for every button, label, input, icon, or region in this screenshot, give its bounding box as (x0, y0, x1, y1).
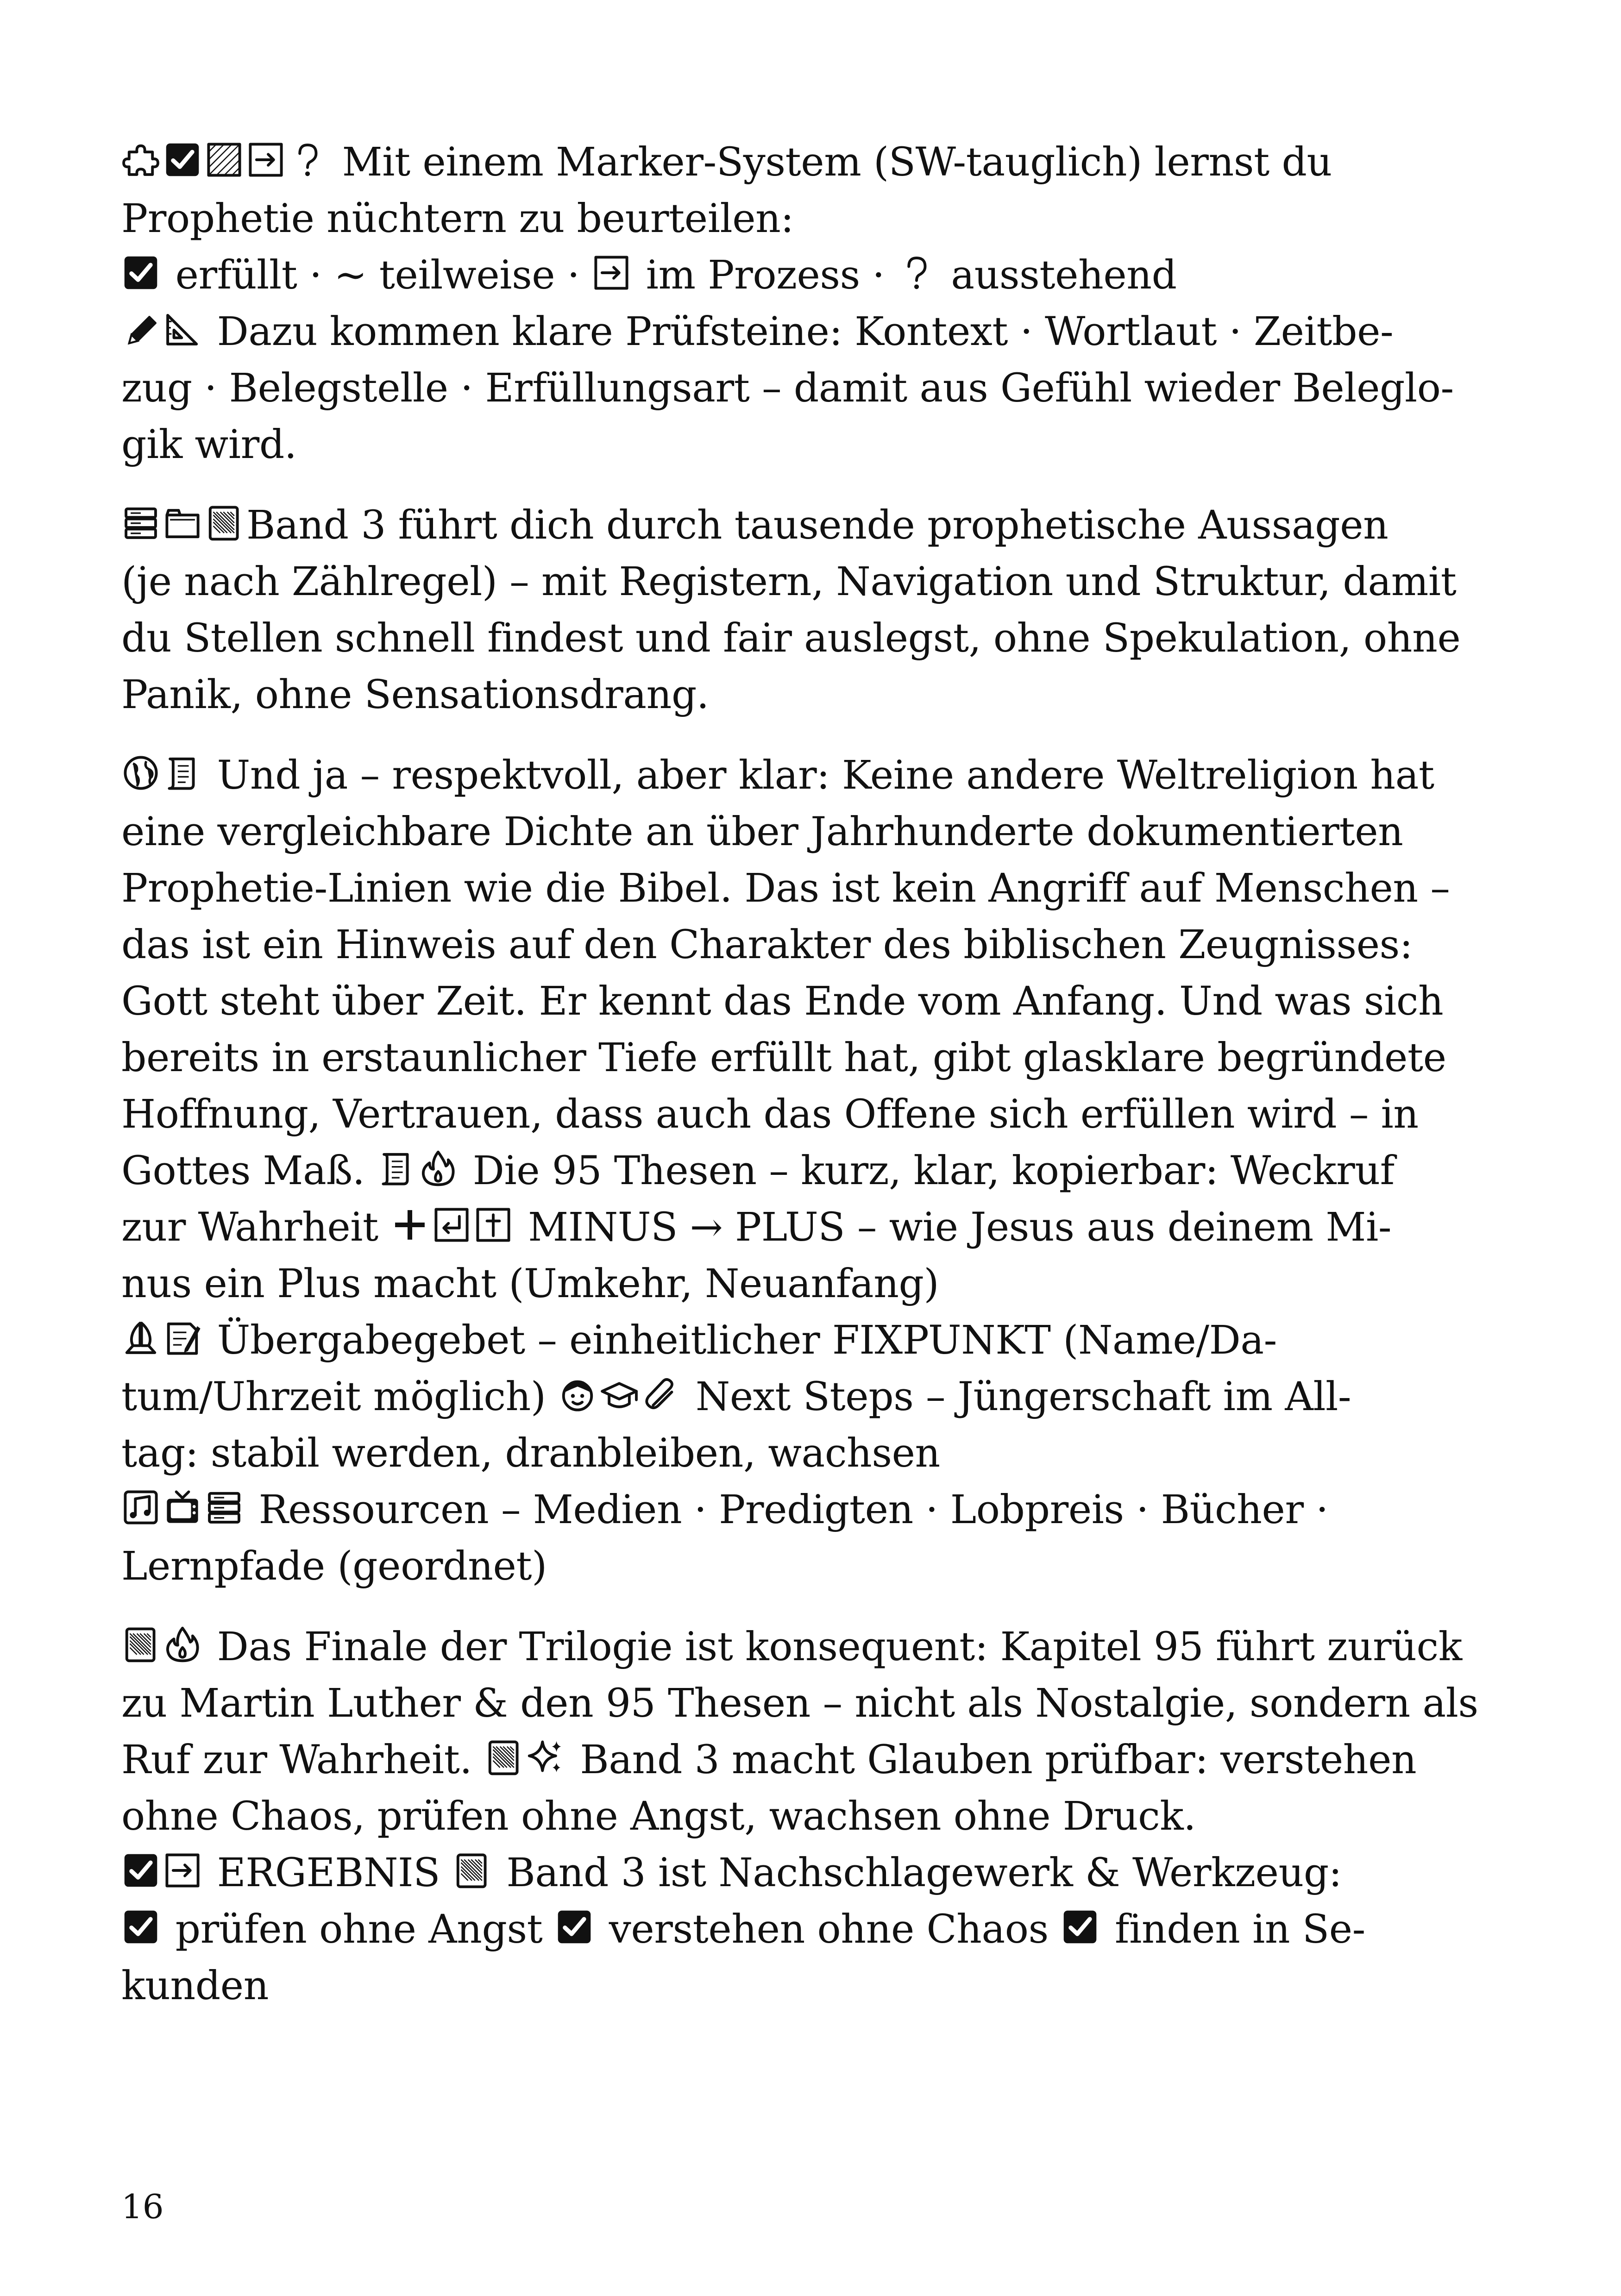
body-text (121, 134, 1478, 2014)
scroll-icon (163, 753, 202, 792)
line-text: verstehen ohne Chaos (609, 1907, 1049, 1952)
line-text: ausstehend (951, 252, 1177, 298)
book-icon (452, 1851, 491, 1890)
question-icon (897, 253, 936, 292)
text-line (121, 1317, 1277, 1363)
book-icon (121, 1625, 160, 1664)
line-text: nus ein Plus macht (Umkehr, Neuanfang) (121, 1261, 939, 1307)
text-line (121, 1681, 1478, 1726)
text-line (121, 139, 1332, 185)
text-line (121, 196, 794, 242)
praying-hands-icon (121, 1318, 160, 1357)
line-text: Mit einem Marker-System (SW-tauglich) lernst du (342, 139, 1332, 185)
set-square-icon (163, 310, 202, 349)
text-line (121, 502, 1388, 548)
plus-icon (390, 1205, 429, 1244)
puzzle-icon (121, 140, 160, 179)
line-text: ohne Chaos, prüfen ohne Angst, wachsen ohne Druck. (121, 1794, 1196, 1839)
line-text: tum/Uhrzeit möglich) (121, 1374, 546, 1420)
paragraph-weltreligion (121, 747, 1450, 1595)
paragraph-band-3 (121, 497, 1461, 723)
text-line (121, 1543, 547, 1589)
text-line (121, 922, 1413, 968)
arrow-box-icon (592, 253, 631, 292)
paperclip-icon (641, 1375, 680, 1414)
line-text: zur Wahrheit (121, 1204, 378, 1250)
line-text: zu Martin Luther & den 95 Thesen – nicht als Nostalgie, sondern als (121, 1681, 1478, 1726)
text-line (121, 1204, 1391, 1250)
line-text: Prophetie-Linien wie die Bibel. Das ist kein Angriff auf Menschen – (121, 866, 1450, 911)
text-line (121, 979, 1443, 1024)
check-icon (1061, 1907, 1100, 1946)
line-text: Und ja – respektvoll, aber klar: Keine andere Weltreligion hat (217, 753, 1434, 798)
tv-icon (163, 1488, 202, 1527)
check-icon (555, 1907, 594, 1946)
page-number: 16 (121, 2187, 164, 2226)
check-icon (163, 140, 202, 179)
music-icon (121, 1488, 160, 1527)
text-line (121, 1850, 1342, 1896)
text-line (121, 422, 297, 468)
text-line (121, 1487, 1328, 1533)
text-line (121, 672, 709, 718)
text-line (121, 252, 1177, 298)
line-text: du Stellen schnell findest und fair auslegst, ohne Spekulation, ohne (121, 615, 1461, 661)
text-line (121, 1624, 1462, 1670)
return-icon (432, 1205, 471, 1244)
text-line (121, 1148, 1395, 1194)
flame-icon (419, 1149, 458, 1188)
text-line (121, 753, 1434, 798)
arrow-box-icon (163, 1851, 202, 1890)
question-icon (288, 140, 327, 179)
line-text: gik wird. (121, 422, 297, 468)
text-line (121, 1430, 940, 1476)
line-text: kunden (121, 1963, 269, 2009)
pencil-icon (121, 310, 160, 349)
globe-icon (121, 753, 160, 792)
line-text: prüfen ohne Angst (175, 1907, 543, 1952)
face-icon (558, 1375, 597, 1414)
line-text: finden in Se- (1115, 1907, 1365, 1952)
line-text: eine vergleichbare Dichte an über Jahrhunderte dokumentierten (121, 809, 1403, 855)
line-text: Das Finale der Trilogie ist konsequent: Kapitel 95 führt zurück (217, 1624, 1462, 1670)
check-icon (121, 253, 160, 292)
text-line (121, 1794, 1196, 1839)
line-text: Band 3 führt dich durch tausende prophetische Aussagen (246, 502, 1389, 548)
sparkles-icon (526, 1738, 565, 1777)
line-text: Gott steht über Zeit. Er kennt das Ende vom Anfang. Und was sich (121, 979, 1444, 1024)
check-icon (121, 1851, 160, 1890)
line-text: Band 3 macht Glauben prüfbar: verstehen (580, 1737, 1417, 1783)
graduation-cap-icon (600, 1375, 639, 1414)
line-text: Hoffnung, Vertrauen, dass auch das Offene sich erfüllen wird – in (121, 1092, 1419, 1137)
text-line (121, 365, 1454, 411)
line-text: tag: stabil werden, dranbleiben, wachsen (121, 1430, 940, 1476)
line-text: Panik, ohne Sensationsdrang. (121, 672, 709, 718)
line-text: Lernpfade (geordnet) (121, 1543, 547, 1589)
line-text: Gottes Maß. (121, 1148, 365, 1194)
line-text: im Prozess · (646, 252, 885, 298)
line-text: Band 3 ist Nachschlagewerk & Werkzeug: (506, 1850, 1342, 1896)
text-line (121, 809, 1403, 855)
line-text: Next Steps – Jüngerschaft im All- (695, 1374, 1351, 1420)
line-text: bereits in erstaunlicher Tiefe erfüllt hat, gibt glasklare begründete (121, 1035, 1446, 1081)
line-text: zug · Belegstelle · Erfüllungsart – damit aus Gefühl wieder Beleglo- (121, 365, 1454, 411)
line-text: Ressourcen – Medien · Predigten · Lobpreis · Bücher · (258, 1487, 1328, 1533)
hatched-box-icon (205, 140, 244, 179)
check-icon (121, 1907, 160, 1946)
memo-icon (163, 1318, 202, 1357)
book-icon (484, 1738, 523, 1777)
text-line (121, 1035, 1446, 1081)
text-line (121, 309, 1393, 355)
paragraph-marker-system (121, 134, 1454, 473)
card-index-icon (121, 503, 160, 542)
line-text: MINUS → PLUS – wie Jesus aus deinem Mi- (528, 1204, 1392, 1250)
card-index-icon (205, 1488, 244, 1527)
line-text: Ruf zur Wahrheit. (121, 1737, 472, 1783)
line-text: Übergabegebet – einheitlicher FIXPUNKT (Name/Da- (217, 1317, 1277, 1363)
text-line (121, 866, 1450, 911)
scroll-icon (377, 1149, 416, 1188)
text-line (121, 1374, 1351, 1420)
arrow-box-icon (246, 140, 285, 179)
text-line (121, 1963, 269, 2009)
line-text: (je nach Zählregel) – mit Registern, Navigation und Struktur, damit (121, 559, 1457, 605)
book-icon (205, 503, 244, 542)
text-line (121, 1261, 939, 1307)
line-text: erfüllt · ~ teilweise · (175, 252, 580, 298)
line-text: Prophetie nüchtern zu beurteilen: (121, 196, 794, 242)
text-line (121, 559, 1456, 605)
text-line (121, 1092, 1419, 1137)
line-text: das ist ein Hinweis auf den Charakter des biblischen Zeugnisses: (121, 922, 1413, 968)
flame-icon (163, 1625, 202, 1664)
paragraph-finale (121, 1619, 1478, 2014)
text-line (121, 615, 1460, 661)
text-line (121, 1907, 1365, 1952)
cross-icon (474, 1205, 513, 1244)
line-text: ERGEBNIS (217, 1850, 440, 1896)
text-line (121, 1737, 1416, 1783)
line-text: Die 95 Thesen – kurz, klar, kopierbar: Weckruf (472, 1148, 1395, 1194)
line-text: Dazu kommen klare Prüfsteine: Kontext · Wortlaut · Zeitbe- (217, 309, 1394, 355)
open-folder-icon (163, 503, 202, 542)
